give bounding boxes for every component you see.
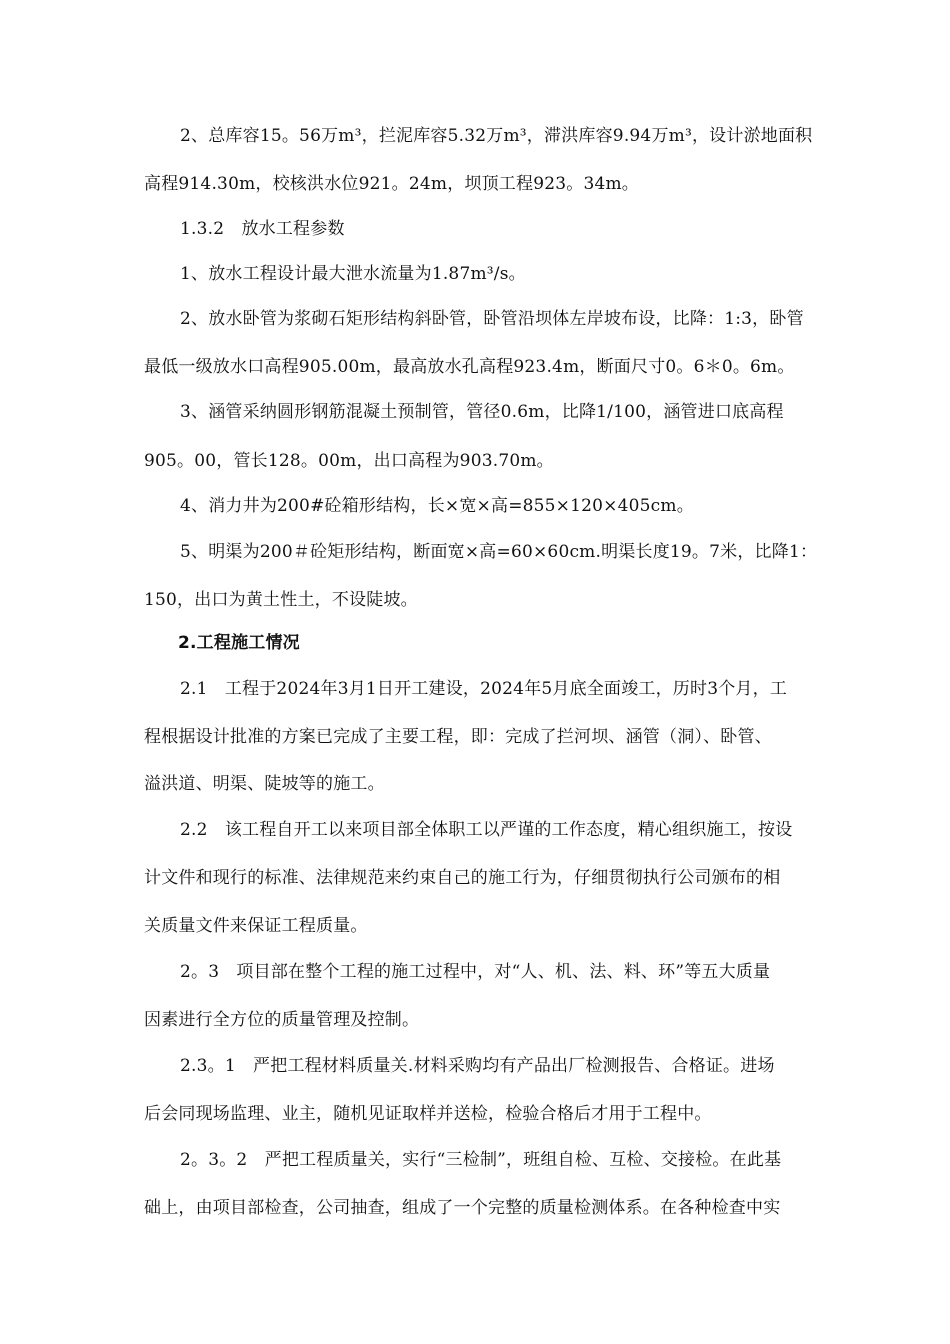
paragraph-line: 后会同现场监理、业主，随机见证取样并送检，检验合格后才用于工程中。	[144, 1104, 712, 1124]
paragraph-line: 2.3。1 严把工程材料质量关.材料采购均有产品出厂检测报告、合格证。进场	[180, 1056, 775, 1076]
paragraph-line: 3、涵管采纳圆形钢筋混凝土预制管，管径0.6m，比降1/100，涵管进口底高程	[180, 402, 784, 422]
paragraph-line: 因素进行全方位的质量管理及控制。	[144, 1010, 420, 1030]
section-heading: 2.工程施工情况	[178, 633, 300, 653]
paragraph-line: 1、放水工程设计最大泄水流量为1.87m³/s。	[180, 264, 526, 284]
paragraph-line: 高程914.30m，校核洪水位921。24m，坝顶工程923。34m。	[144, 174, 640, 194]
paragraph-line: 4、消力井为200#砼箱形结构，长×宽×高=855×120×405cm。	[180, 496, 694, 516]
paragraph-line: 2。3 项目部在整个工程的施工过程中，对“人、机、法、料、环”等五大质量	[180, 962, 771, 982]
paragraph-line: 150，出口为黄土性土，不设陡坡。	[144, 590, 418, 610]
paragraph-line: 5、明渠为200＃砼矩形结构，断面宽×高=60×60cm.明渠长度19。7米，比降1：	[180, 542, 818, 562]
paragraph-line: 2、总库容15。56万m³，拦泥库容5.32万m³，滞洪库容9.94万m³，设计淤地面积	[180, 126, 813, 146]
paragraph-line: 2、放水卧管为浆砌石矩形结构斜卧管，卧管沿坝体左岸坡布设，比降：1:3，卧管	[180, 309, 804, 329]
paragraph-line: 溢洪道、明渠、陡坡等的施工。	[144, 774, 385, 794]
paragraph-line: 2。3。2 严把工程质量关，实行“三检制”，班组自检、互检、交接检。在此基	[180, 1150, 782, 1170]
paragraph-line: 最低一级放水口高程905.00m，最高放水孔高程923.4m，断面尺寸0。6＊0。6m。	[144, 357, 795, 377]
paragraph-line: 计文件和现行的标准、法律规范来约束自己的施工行为，仔细贯彻执行公司颁布的相	[144, 868, 781, 888]
paragraph-line: 程根据设计批准的方案已完成了主要工程，即：完成了拦河坝、涵管（洞）、卧管、	[144, 727, 772, 747]
paragraph-line: 础上，由项目部检查，公司抽查，组成了一个完整的质量检测体系。在各种检查中实	[144, 1198, 781, 1218]
paragraph-line: 2.2 该工程自开工以来项目部全体职工以严谨的工作态度，精心组织施工，按设	[180, 820, 793, 840]
paragraph-line: 关质量文件来保证工程质量。	[144, 916, 368, 936]
paragraph-line: 905。00，管长128。00m，出口高程为903.70m。	[144, 451, 554, 471]
paragraph-line: 2.1 工程于2024年3月1日开工建设，2024年5月底全面竣工，历时3个月，工	[180, 679, 788, 699]
section-heading: 1.3.2 放水工程参数	[180, 219, 345, 239]
